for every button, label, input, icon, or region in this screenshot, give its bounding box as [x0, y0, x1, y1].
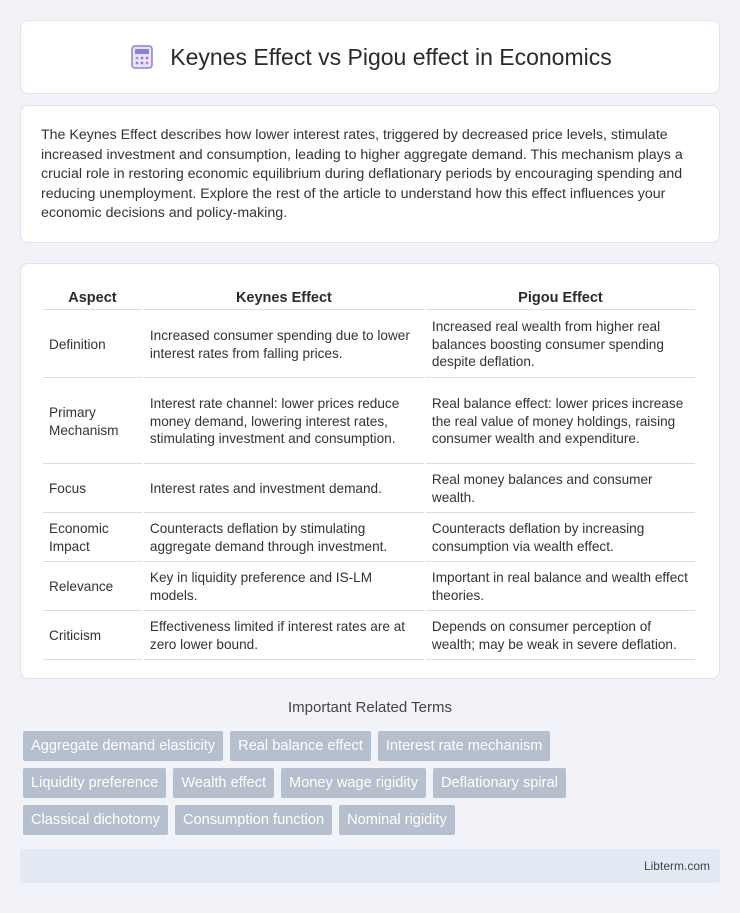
- comparison-table: [41, 284, 697, 662]
- cell-pigou: Depends on consumer perception of wealth; may be weak in severe deflation.: [426, 613, 695, 660]
- cell-keynes: Key in liquidity preference and IS-LM models.: [144, 564, 424, 611]
- cell-aspect: Definition: [43, 312, 142, 378]
- related-term-tag[interactable]: Deflationary spiral: [433, 768, 566, 798]
- cell-keynes: Increased consumer spending due to lower interest rates from falling prices.: [144, 312, 424, 378]
- related-terms-list: [23, 731, 723, 842]
- related-term-tag[interactable]: Nominal rigidity: [339, 805, 455, 835]
- cell-pigou: Increased real wealth from higher real balances boosting consumer spending despite deflation.: [426, 312, 695, 378]
- intro-text: The Keynes Effect describes how lower interest rates, triggered by decreased price levels, stimulate increased investment and consumption, leading to higher aggregate demand. This mechanism plays a crucial role in restoring economic equilibrium during deflationary periods by encouraging spending and reducing unemployment. Explore the rest of the article to understand how this effect influences your economic decisions and policy-making.: [41, 127, 683, 222]
- page-title: Keynes Effect vs Pigou effect in Economics: [170, 43, 612, 70]
- related-term-tag[interactable]: Liquidity preference: [23, 768, 166, 798]
- related-term-tag[interactable]: Interest rate mechanism: [378, 731, 551, 761]
- cell-keynes: Counteracts deflation by stimulating aggregate demand through investment.: [144, 515, 424, 562]
- tag-row: [23, 731, 723, 761]
- intro-card: [20, 105, 720, 243]
- related-term-tag[interactable]: Classical dichotomy: [23, 805, 168, 835]
- cell-keynes: Interest rate channel: lower prices reduce money demand, lowering interest rates, stimulating investment and consumption.: [144, 380, 424, 464]
- tag-row: [23, 768, 723, 798]
- related-term-tag[interactable]: Aggregate demand elasticity: [23, 731, 223, 761]
- table-row: [43, 613, 695, 660]
- tag-row: [23, 805, 723, 835]
- related-term-tag[interactable]: Wealth effect: [173, 768, 274, 798]
- related-term-tag[interactable]: Consumption function: [175, 805, 332, 835]
- table-row: [43, 515, 695, 562]
- header-keynes: Keynes Effect: [144, 286, 424, 310]
- cell-aspect: Economic Impact: [43, 515, 142, 562]
- table-row: [43, 312, 695, 378]
- related-term-tag[interactable]: Real balance effect: [230, 731, 371, 761]
- title-card: [20, 20, 720, 94]
- cell-aspect: Focus: [43, 466, 142, 513]
- table-header-row: [43, 286, 695, 310]
- footer-site-link[interactable]: Libterm.com: [643, 859, 710, 873]
- calculator-icon: [128, 43, 156, 71]
- cell-aspect: Primary Mechanism: [43, 380, 142, 464]
- cell-keynes: Effectiveness limited if interest rates are at zero lower bound.: [144, 613, 424, 660]
- table-row: [43, 564, 695, 611]
- related-terms-title: Important Related Terms: [288, 699, 452, 716]
- cell-pigou: Counteracts deflation by increasing consumption via wealth effect.: [426, 515, 695, 562]
- comparison-table-card: [20, 263, 720, 679]
- table-row: [43, 380, 695, 464]
- cell-aspect: Relevance: [43, 564, 142, 611]
- cell-aspect: Criticism: [43, 613, 142, 660]
- related-term-tag[interactable]: Money wage rigidity: [281, 768, 426, 798]
- cell-pigou: Important in real balance and wealth effect theories.: [426, 564, 695, 611]
- header-pigou: Pigou Effect: [426, 286, 695, 310]
- footer: [20, 849, 720, 883]
- table-row: [43, 466, 695, 513]
- cell-keynes: Interest rates and investment demand.: [144, 466, 424, 513]
- header-aspect: Aspect: [43, 286, 142, 310]
- cell-pigou: Real balance effect: lower prices increase the real value of money holdings, raising consumer wealth and expenditure.: [426, 380, 695, 464]
- cell-pigou: Real money balances and consumer wealth.: [426, 466, 695, 513]
